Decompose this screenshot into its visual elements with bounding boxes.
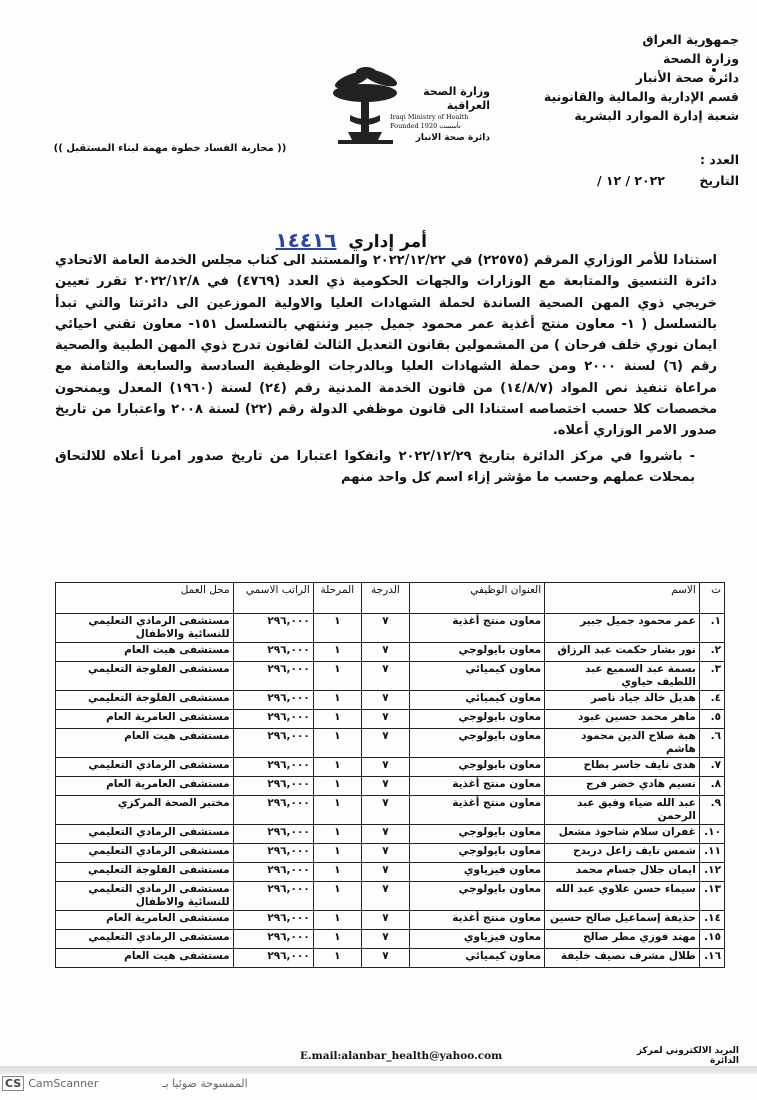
table-cell: ١ — [313, 825, 361, 844]
table-cell: ١ — [313, 729, 361, 758]
table-cell: ٧ — [361, 863, 409, 882]
table-cell: ٧. — [699, 758, 724, 777]
table-cell: ١ — [313, 930, 361, 949]
table-header-cell: العنوان الوظيفي — [410, 583, 545, 614]
table-cell: ٢٩٦,٠٠٠ — [233, 882, 313, 911]
date-row — [509, 173, 739, 188]
table-row — [56, 863, 725, 882]
table-cell: سيماء حسن علاوي عبد الله — [545, 882, 700, 911]
table-cell: مهند فوزي مطر صالح — [545, 930, 700, 949]
header-line: شعبة إدارة الموارد البشرية — [574, 108, 739, 123]
table-header-cell: محل العمل — [56, 583, 234, 614]
order-paragraph-1: استنادا للأمر الوزاري المرقم (٢٢٥٧٥) في ٢٠٢٢/١٢/٢٢ والمستند الى كتاب مجلس الخدمة العامة الاتحادي دائرة التنسيق والمتابعة مع الوزارات والجهات الحكومية ذي العدد (٤٧٦٩) في ٢٠٢٢/١٢/٨ تقرر تعيين خريجي ذوي المهن الصحية الساندة لحملة الشهادات العليا والاولية الموزعين الى دائرتنا والتي تبدأ بالتسلسل ( ١- معاون منتج أغذية عمر محمود جميل جبير وتنتهي بالتسلسل ١٥١- معاون تقني احيائي ايمان نوري خلف فرحان ) من المشمولين بقانون التعديل الثالث لقانون تدرج ذوي المهن الطبية والصحية رقم (٦) لسنة ٢٠٠٠ ومن حملة الشهادات العليا وبالدرجات الوظيفية السادسة والسابعة والثامنة مع مراعاة تنفيذ نص المواد (١٤/٨/٧) من قانون الخدمة المدنية رقم (٢٤) لسنة (١٩٦٠) المعدل ويمنحون مخصصات كلا حسب اختصاصه استنادا الى قانون موظفي الدولة رقم (٢٢) لسنة ٢٠٠٨ واعتبارا من تاريخ صدور الامر الوزاري أعلاه. — [55, 253, 717, 439]
table-cell: ٧ — [361, 911, 409, 930]
table-cell: معاون بايولوجي — [410, 825, 545, 844]
table-row — [56, 825, 725, 844]
table-cell: مختبر الصحة المركزي — [56, 796, 234, 825]
table-cell: ٢٩٦,٠٠٠ — [233, 643, 313, 662]
table-cell: مستشفى الفلوجة التعليمي — [56, 662, 234, 691]
header-meta — [509, 152, 739, 194]
table-cell: ٢٩٦,٠٠٠ — [233, 796, 313, 825]
table-cell: ٧ — [361, 710, 409, 729]
table-cell: ٢٩٦,٠٠٠ — [233, 710, 313, 729]
table-cell: ١ — [313, 882, 361, 911]
table-header-cell: المرحلة — [313, 583, 361, 614]
header-line: وزارة الصحة — [662, 51, 739, 66]
table-cell: معاون منتج أغذية — [410, 777, 545, 796]
table-cell: ٧ — [361, 844, 409, 863]
table-cell: ٢٩٦,٠٠٠ — [233, 758, 313, 777]
table-row — [56, 911, 725, 930]
table-row — [56, 614, 725, 643]
logo-english-title: Iraqi Ministry of Health — [390, 113, 469, 121]
table-cell: ٢٩٦,٠٠٠ — [233, 691, 313, 710]
camscanner-label: CamScanner — [28, 1077, 99, 1090]
table-row — [56, 710, 725, 729]
table-cell: ٩. — [699, 796, 724, 825]
table-cell: معاون بايولوجي — [410, 710, 545, 729]
table-header-row — [56, 583, 725, 614]
table-cell: طلال مشرف نصيف خليفة — [545, 949, 700, 968]
table-cell: معاون بايولوجي — [410, 643, 545, 662]
table-cell: ٧ — [361, 949, 409, 968]
table-cell: نسيم هادي خضر فرج — [545, 777, 700, 796]
table-cell: ١. — [699, 614, 724, 643]
table-row — [56, 662, 725, 691]
table-cell: معاون فيزياوي — [410, 930, 545, 949]
logo-text — [390, 85, 490, 145]
table-row — [56, 729, 725, 758]
table-cell: مستشفى الرمادي التعليمي للنسائية والاطفال — [56, 614, 234, 643]
table-cell: ١٢. — [699, 863, 724, 882]
order-title — [275, 228, 427, 252]
table-cell: ١١. — [699, 844, 724, 863]
table-cell: ٣. — [699, 662, 724, 691]
staff-table — [55, 582, 725, 968]
camscanner-watermark — [2, 1076, 248, 1091]
table-cell: مستشفى العامرية العام — [56, 710, 234, 729]
table-cell: مستشفى هيت العام — [56, 729, 234, 758]
table-cell: ٥. — [699, 710, 724, 729]
table-cell: ٧ — [361, 643, 409, 662]
table-cell: ٢. — [699, 643, 724, 662]
table-cell: هدى نايف جاسر بطاح — [545, 758, 700, 777]
table-cell: ١ — [313, 691, 361, 710]
table-cell: ١ — [313, 863, 361, 882]
table-cell: ٢٩٦,٠٠٠ — [233, 844, 313, 863]
table-cell: معاون كيميائي — [410, 691, 545, 710]
camscanner-icon: CS — [2, 1076, 24, 1091]
table-cell: ٧ — [361, 777, 409, 796]
table-cell: هبة صلاح الدين محمود هاشم — [545, 729, 700, 758]
table-row — [56, 930, 725, 949]
table-cell: ماهر محمد حسين عبود — [545, 710, 700, 729]
header-line: جمهورية العراق — [642, 32, 739, 47]
order-title-text: أمر إداري — [348, 232, 427, 252]
table-cell: ١ — [313, 662, 361, 691]
table-cell: ٧ — [361, 825, 409, 844]
table-cell: معاون بايولوجي — [410, 882, 545, 911]
table-cell: غفران سلام شاحوذ مشعل — [545, 825, 700, 844]
table-cell: ٤. — [699, 691, 724, 710]
table-cell: ١٣. — [699, 882, 724, 911]
table-cell: ٧ — [361, 796, 409, 825]
logo-founded: Founded 1920 تأسست — [390, 122, 461, 130]
table-cell: معاون بايولوجي — [410, 758, 545, 777]
logo-department: دائرة صحة الانبار — [415, 133, 490, 143]
table-cell: ٧ — [361, 882, 409, 911]
table-cell: ٢٩٦,٠٠٠ — [233, 949, 313, 968]
table-row — [56, 949, 725, 968]
table-cell: ٢٩٦,٠٠٠ — [233, 777, 313, 796]
table-cell: معاون كيميائي — [410, 949, 545, 968]
table-cell: ٢٩٦,٠٠٠ — [233, 729, 313, 758]
table-cell: ١ — [313, 710, 361, 729]
table-cell: معاون بايولوجي — [410, 844, 545, 863]
table-row — [56, 777, 725, 796]
table-cell: ٧ — [361, 614, 409, 643]
table-cell: ٧ — [361, 729, 409, 758]
table-cell: نور بشار حكمت عبد الرزاق — [545, 643, 700, 662]
table-cell: ٢٩٦,٠٠٠ — [233, 930, 313, 949]
table-cell: مستشفى الفلوجة التعليمي — [56, 863, 234, 882]
table-cell: ١ — [313, 643, 361, 662]
header-organization — [509, 30, 739, 125]
table-row — [56, 758, 725, 777]
table-cell: ١٤. — [699, 911, 724, 930]
table-cell: مستشفى الرمادي التعليمي — [56, 930, 234, 949]
table-cell: ٧ — [361, 662, 409, 691]
table-cell: ٦. — [699, 729, 724, 758]
logo-arabic-title: وزارة الصحة العراقية — [423, 85, 490, 112]
table-cell: ٨. — [699, 777, 724, 796]
table-row — [56, 796, 725, 825]
table-cell: ٢٩٦,٠٠٠ — [233, 614, 313, 643]
table-cell: معاون بايولوجي — [410, 729, 545, 758]
table-cell: ٢٩٦,٠٠٠ — [233, 662, 313, 691]
footer-email-label: البريد الالكتروني لمركز الدائرة — [636, 1046, 739, 1066]
table-cell: ايمان جلال جسام محمد — [545, 863, 700, 882]
table-body — [56, 614, 725, 968]
table-cell: معاون كيميائي — [410, 662, 545, 691]
table-cell: ١ — [313, 777, 361, 796]
table-cell: شمس نايف زاعل دريدح — [545, 844, 700, 863]
table-row — [56, 691, 725, 710]
table-cell: مستشفى الفلوجة التعليمي — [56, 691, 234, 710]
table-row — [56, 844, 725, 863]
table-cell: ٧ — [361, 691, 409, 710]
table-cell: معاون منتج أغذية — [410, 796, 545, 825]
order-paragraph-2: - باشروا في مركز الدائرة بتاريخ ٢٠٢٢/١٢/٢٩ وانفكوا اعتبارا من تاريخ صدور امرنا أعلاه للالتحاق بمحلات عملهم وحسب ما مؤشر إزاء اسم كل واحد منهم — [55, 448, 695, 485]
table-cell: ٢٩٦,٠٠٠ — [233, 825, 313, 844]
table-cell: مستشفى هيت العام — [56, 643, 234, 662]
table-cell: ١ — [313, 911, 361, 930]
table-cell: ١ — [313, 796, 361, 825]
footer-divider — [0, 1066, 757, 1074]
header-line: قسم الإدارية والمالية والقانونية — [543, 89, 739, 104]
order-number: ١٤٤١٦ — [275, 228, 337, 252]
slogan: (( محاربة الفساد خطوة مهمة لبناء المستقبل )) — [53, 143, 287, 154]
email-address: E.mail:alanbar_health@yahoo.com — [300, 1050, 503, 1062]
table-cell: مستشفى العامرية العام — [56, 777, 234, 796]
table-cell: بسمة عبد السميع عبد اللطيف حياوي — [545, 662, 700, 691]
table-cell: مستشفى الرمادي التعليمي للنسائية والاطفال — [56, 882, 234, 911]
table-cell: ٧ — [361, 930, 409, 949]
table-cell: معاون منتج أغذية — [410, 614, 545, 643]
header-line: دائرة صحة الأنبار — [635, 70, 739, 85]
table-cell: ١٥. — [699, 930, 724, 949]
table-cell: مستشفى الرمادي التعليمي — [56, 758, 234, 777]
table-cell: مستشفى الرمادي التعليمي — [56, 825, 234, 844]
order-body — [55, 250, 717, 488]
table-cell: ١ — [313, 844, 361, 863]
table-row — [56, 882, 725, 911]
table-cell: ١٦. — [699, 949, 724, 968]
table-cell: معاون فيزياوي — [410, 863, 545, 882]
table-cell: مستشفى العامرية العام — [56, 911, 234, 930]
table-cell: مستشفى الرمادي التعليمي — [56, 844, 234, 863]
table-cell: حذيفة إسماعيل صالح حسين — [545, 911, 700, 930]
table-cell: ١٠. — [699, 825, 724, 844]
table-cell: ٢٩٦,٠٠٠ — [233, 863, 313, 882]
date-value: ٢٠٢٢ / ١٢ / — [596, 173, 665, 188]
table-header-cell: الدرجة — [361, 583, 409, 614]
table-cell: ١ — [313, 614, 361, 643]
table-row — [56, 643, 725, 662]
table-cell: ٧ — [361, 758, 409, 777]
number-label: العدد : — [699, 152, 739, 167]
table-header-cell: الاسم — [545, 583, 700, 614]
table-cell: ٢٩٦,٠٠٠ — [233, 911, 313, 930]
table-cell: عبد الله ضياء وفيق عبد الرحمن — [545, 796, 700, 825]
table-header-cell: الراتب الاسمي — [233, 583, 313, 614]
date-label: التاريخ — [699, 173, 739, 188]
camscanner-arabic: الممسوحة ضوئيا بـ — [162, 1077, 248, 1090]
table-cell: ١ — [313, 949, 361, 968]
table-cell: ١ — [313, 758, 361, 777]
table-cell: مستشفى هيت العام — [56, 949, 234, 968]
table-cell: عمر محمود جميل جبير — [545, 614, 700, 643]
table-cell: معاون منتج أغذية — [410, 911, 545, 930]
table-header-cell: ت — [699, 583, 724, 614]
table-cell: هديل خالد جياد ناصر — [545, 691, 700, 710]
